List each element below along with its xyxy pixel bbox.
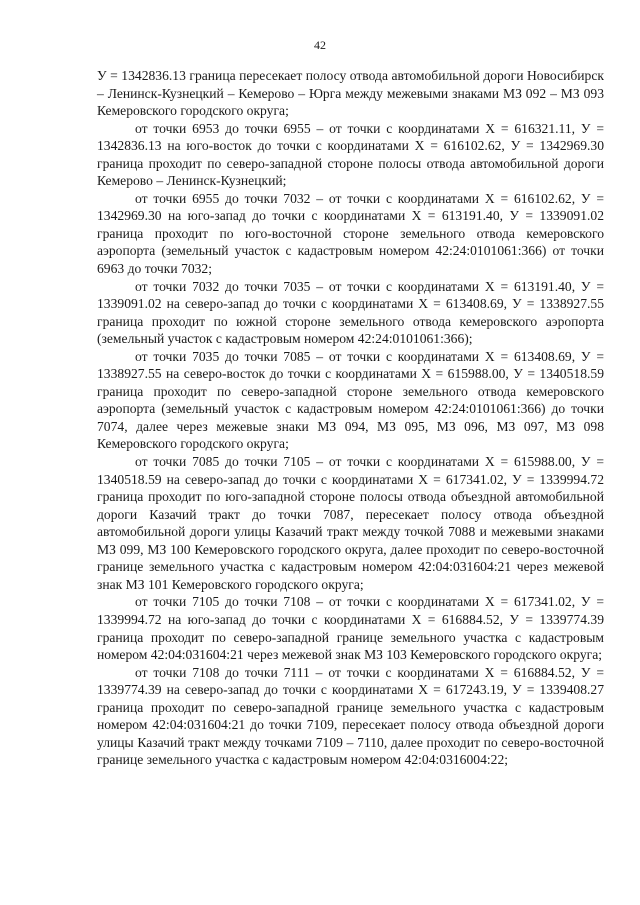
paragraph: от точки 7032 до точки 7035 – от точки с координатами Х = 613191.40, У = 1339091.02 на северо-запад до точки с координатами Х = 613408.69, У = 1338927.55 граница проходит по южной стороне земельного отвода кемеровского аэропорта (земельный участок с кадастровым номером 42:24:0101061:366); <box>97 278 604 347</box>
paragraph: от точки 7108 до точки 7111 – от точки с координатами Х = 616884.52, У = 1339774.39 на северо-запад до точки с координатами Х = 617243.19, У = 1339408.27 граница проходит по северо-западной границе земельного участка с кадастровым номером 42:04:031604:21 до точки 7109, пересекает полосу отвода объездной дороги улицы Казачий тракт между точками 7109 – 7110, далее проходит по северо-восточной границе земельного участка с кадастровым номером 42:04:0316004:22; <box>97 664 604 768</box>
paragraph: от точки 6953 до точки 6955 – от точки с координатами Х = 616321.11, У = 1342836.13 на юго-восток до точки с координатами Х = 616102.62, У = 1342969.30 граница проходит по северо-западной стороне полосы отвода автомобильной дороги Кемерово – Ленинск-Кузнецкий; <box>97 120 604 189</box>
paragraph: от точки 6955 до точки 7032 – от точки с координатами Х = 616102.62, У = 1342969.30 на юго-запад до точки с координатами Х = 613191.40, У = 1339091.02 граница проходит по юго-восточной стороне земельного отвода кемеровского аэропорта (земельный участок с кадастровым номером 42:24:0101061:366) от точки 6963 до точки 7032; <box>97 190 604 277</box>
paragraph: от точки 7035 до точки 7085 – от точки с координатами Х = 613408.69, У = 1338927.55 на северо-восток до точки с координатами Х = 615988.00, У = 1340518.59 граница проходит по северо-западной стороне земельного отвода кемеровского аэропорта (земельный участок с кадастровым номером 42:24:0101061:366) до точки 7074, далее через межевые знаки МЗ 094, МЗ 095, МЗ 096, МЗ 097, МЗ 098 Кемеровского городского округа; <box>97 348 604 452</box>
paragraph: от точки 7085 до точки 7105 – от точки с координатами Х = 615988.00, У = 1340518.59 на северо-запад до точки с координатами Х = 617341.02, У = 1339994.72 граница проходит по юго-западной стороне полосы отвода объездной автомобильной дороги Казачий тракт до точки 7087, пересекает полосу отвода объездной автомобильной дороги улицы Казачий тракт между точкой 7088 и межевыми знаками МЗ 099, МЗ 100 Кемеровского городского округа, далее проходит по северо-восточной границе земельного участка с кадастровым номером 42:04:031604:21 через межевой знак МЗ 101 Кемеровского городского округа; <box>97 454 604 592</box>
page-number: 42 <box>314 38 326 52</box>
paragraph: от точки 7105 до точки 7108 – от точки с координатами Х = 617341.02, У = 1339994.72 на юго-запад до точки с координатами Х = 616884.52, У = 1339774.39 граница проходит по северо-западной границе земельного участка с кадастровым номером 42:04:031604:21 через межевой знак МЗ 103 Кемеровского городского округа; <box>97 594 604 663</box>
document-body <box>97 67 604 769</box>
paragraph: У = 1342836.13 граница пересекает полосу отвода автомобильной дороги Новосибирск – Ленинск-Кузнецкий – Кемерово – Юрга между межевыми знаками МЗ 092 – МЗ 093 Кемеровского городского округа; <box>97 68 604 119</box>
